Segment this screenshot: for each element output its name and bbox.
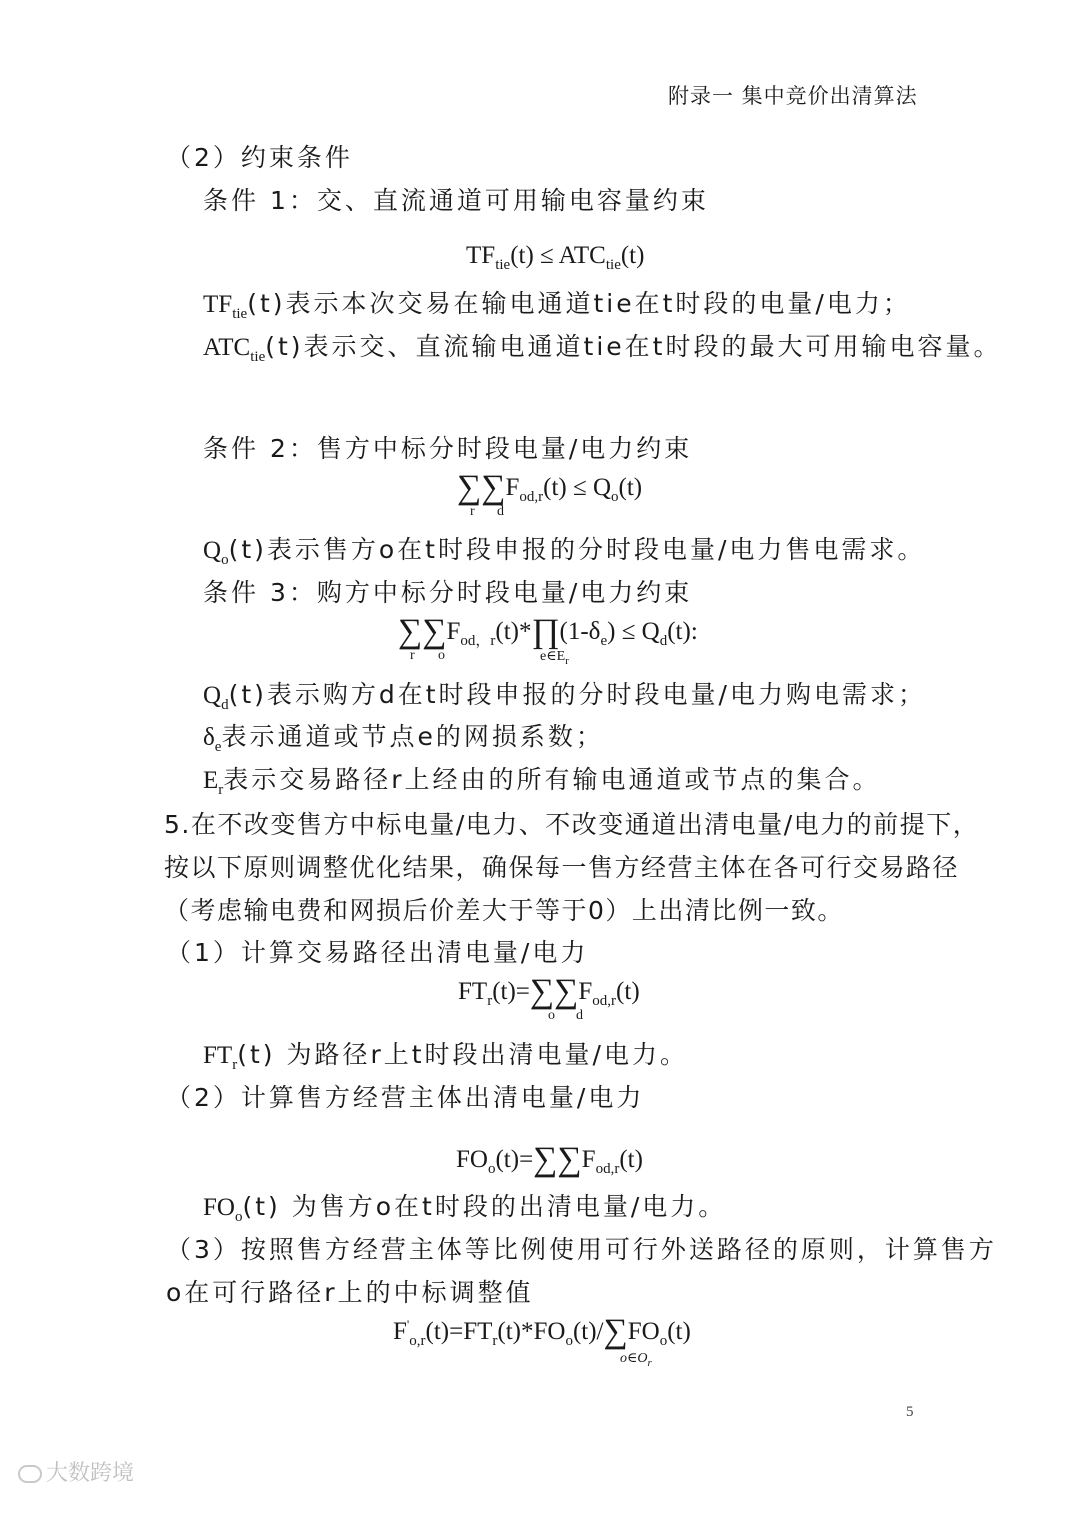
definition-delta: $\delta_e$表示通道或节点e的网损系数； (203, 722, 604, 755)
equation-4-under-o: o (548, 1008, 555, 1023)
watermark-logo-icon (18, 1465, 42, 1483)
equation-6-under-sum: $o\in O_r$ (620, 1351, 652, 1369)
page-number: 5 (906, 1404, 914, 1420)
section-5-line-1: 5.在不改变售方中标电量/电力、不改变通道出清电量/电力的前提下， (164, 810, 980, 839)
equation-3-under-r: r (410, 648, 415, 663)
section-5-line-2: 按以下原则调整优化结果，确保每一售方经营主体在各可行交易路径 (164, 853, 960, 882)
equation-6: $F'_{o,r}(t)=FT_r(t)*FO_o(t)/\sum FO_o(t)$ (393, 1313, 691, 1350)
definition-tf: $TF_{tie}(t)$表示本次交易在输电通道tie在t时段的电量/电力； (203, 289, 911, 322)
condition-3-title: 条件 3：购方中标分时段电量/电力约束 (203, 578, 693, 607)
definition-ftr: $FT_r(t)$ 为路径r上t时段出清电量/电力。 (203, 1040, 688, 1073)
condition-1-title: 条件 1：交、直流通道可用输电容量约束 (203, 186, 709, 215)
equation-4-under-d: d (576, 1008, 583, 1023)
equation-3-under-o: o (438, 648, 445, 663)
watermark-text: 大数跨境 (46, 1461, 135, 1486)
equation-3: $\sum\sum F_{od,r}(t)*\prod(1-\delta_e) \le Q_d(t)$: (398, 613, 698, 650)
subsection-2-heading: （2）计算售方经营主体出清电量/电力 (166, 1083, 645, 1112)
equation-2: $\sum\sum F_{od,r}(t) \le Q_o(t)$ (457, 469, 643, 506)
equation-4: $FT_r(t)=\sum\sum F_{od,r}(t)$ (458, 973, 640, 1010)
subsection-1-heading: （1）计算交易路径出清电量/电力 (166, 938, 589, 967)
subsection-3-line-2: o在可行路径r上的中标调整值 (166, 1278, 534, 1307)
equation-3-under-product: $e\in E_r$ (540, 649, 569, 667)
definition-atc: $ATC_{tie}(t)$表示交、直流输电通道tie在t时段的最大可用输电容量。 (203, 332, 1002, 365)
equation-2-under-d: d (497, 504, 504, 519)
section-heading: （2）约束条件 (166, 143, 353, 172)
condition-2-title: 条件 2：售方中标分时段电量/电力约束 (203, 434, 693, 463)
page-header: 附录一 集中竞价出清算法 (668, 84, 918, 108)
equation-1: $TF_{tie}(t) \le ATC_{tie}(t)$ (466, 242, 645, 273)
definition-qd: $Q_d(t)$表示购方d在t时段申报的分时段电量/电力购电需求； (203, 680, 926, 713)
definition-qo: $Q_o(t)$表示售方o在t时段申报的分时段电量/电力售电需求。 (203, 535, 926, 568)
watermark (18, 1456, 134, 1487)
definition-er: $E_r$表示交易路径r上经由的所有输电通道或节点的集合。 (203, 765, 881, 798)
equation-2-under-r: r (470, 504, 475, 519)
subsection-3-line-1: （3）按照售方经营主体等比例使用可行外送路径的原则，计算售方 (166, 1235, 997, 1264)
section-5-line-3: （考虑输电费和网损后价差大于等于0）上出清比例一致。 (164, 896, 844, 925)
equation-5: $FO_o(t)=\sum\sum F_{od,r}(t)$ (456, 1141, 643, 1178)
definition-foo: $FO_o(t)$ 为售方o在t时段的出清电量/电力。 (203, 1192, 727, 1225)
